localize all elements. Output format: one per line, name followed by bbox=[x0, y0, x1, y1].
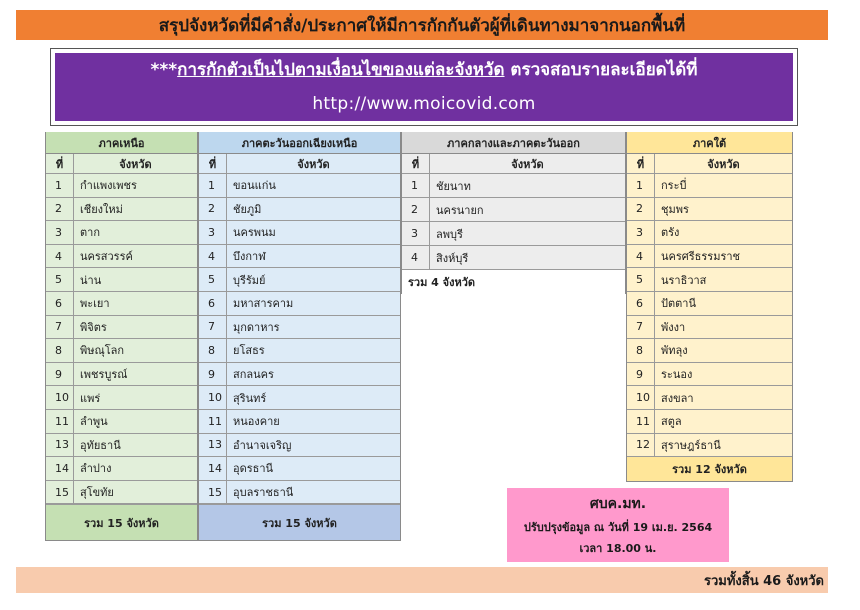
row-number: 4 bbox=[627, 245, 655, 268]
region-title: ภาคเหนือ bbox=[46, 132, 197, 154]
province-name: กระบี่ bbox=[661, 179, 687, 193]
row-number: 15 bbox=[199, 481, 227, 504]
province-name: นครนายก bbox=[436, 203, 484, 217]
row-number: 11 bbox=[627, 410, 655, 433]
table-row bbox=[199, 410, 400, 434]
row-number: 10 bbox=[199, 386, 227, 409]
row-number: 2 bbox=[46, 198, 74, 221]
province-name: ลำปาง bbox=[80, 462, 112, 476]
row-number: 5 bbox=[199, 268, 227, 291]
row-number: 7 bbox=[199, 316, 227, 339]
province-name: ระนอง bbox=[661, 368, 693, 382]
region-total: รวม 15 จังหวัด bbox=[199, 504, 400, 541]
table-row bbox=[627, 174, 792, 198]
table-row bbox=[46, 410, 197, 434]
province-name: ตาก bbox=[80, 226, 100, 240]
table-row bbox=[627, 363, 792, 387]
province-name: สิงห์บุรี bbox=[436, 251, 469, 265]
column-header-row bbox=[199, 154, 400, 174]
row-number: 3 bbox=[46, 221, 74, 244]
province-name: นราธิวาส bbox=[661, 273, 707, 287]
province-name: มุกดาหาร bbox=[233, 320, 280, 334]
column-header-row bbox=[402, 154, 625, 174]
row-number: 6 bbox=[627, 292, 655, 315]
notice-text bbox=[151, 53, 698, 87]
table-row bbox=[627, 434, 792, 458]
region-table-central bbox=[401, 132, 626, 294]
table-row bbox=[627, 245, 792, 269]
province-name: อุทัยธานี bbox=[80, 438, 121, 452]
region-total: รวม 15 จังหวัด bbox=[46, 504, 197, 541]
row-number: 1 bbox=[402, 174, 430, 197]
row-number: 9 bbox=[199, 363, 227, 386]
table-row bbox=[627, 221, 792, 245]
province-name: แพร่ bbox=[80, 391, 101, 405]
province-name: นครศรีธรรมราช bbox=[661, 250, 741, 264]
notice-check-text: ตรวจสอบรายละเอียดได้ที่ bbox=[504, 60, 698, 80]
row-number: 9 bbox=[627, 363, 655, 386]
province-name: ชุมพร bbox=[661, 202, 689, 216]
table-row bbox=[199, 198, 400, 222]
table-row bbox=[199, 457, 400, 481]
update-org: ศบค.มท. bbox=[589, 496, 647, 512]
column-header-row bbox=[627, 154, 792, 174]
table-row bbox=[46, 481, 197, 505]
table-row bbox=[46, 174, 197, 198]
region-title: ภาคกลางและภาคตะวันออก bbox=[402, 132, 625, 154]
row-number: 7 bbox=[627, 316, 655, 339]
notice-condition-text: การกักตัวเป็นไปตามเงื่อนไขของแต่ละจังหวัด bbox=[177, 60, 505, 80]
table-row bbox=[46, 434, 197, 458]
table-row bbox=[402, 198, 625, 222]
province-name: ลพบุรี bbox=[436, 227, 463, 241]
province-name: น่าน bbox=[80, 273, 102, 287]
row-number: 7 bbox=[46, 316, 74, 339]
row-number: 3 bbox=[627, 221, 655, 244]
table-row bbox=[627, 268, 792, 292]
table-row bbox=[46, 386, 197, 410]
region-title: ภาคตะวันออกเฉียงเหนือ bbox=[199, 132, 400, 154]
page-title: สรุปจังหวัดที่มีคำสั่ง/ประกาศให้มีการกักกันตัวผู้ที่เดินทางมาจากนอกพื้นที่ bbox=[16, 10, 828, 40]
table-row bbox=[199, 363, 400, 387]
row-number: 14 bbox=[199, 457, 227, 480]
table-row bbox=[199, 221, 400, 245]
province-name: สกลนคร bbox=[233, 368, 274, 382]
region-table-north bbox=[45, 132, 198, 541]
province-name: อุดรธานี bbox=[233, 462, 274, 476]
table-row bbox=[46, 457, 197, 481]
row-number: 1 bbox=[627, 174, 655, 197]
region-title: ภาคใต้ bbox=[627, 132, 792, 154]
row-number: 8 bbox=[199, 339, 227, 362]
notice-url: http://www.moicovid.com bbox=[312, 94, 536, 114]
column-header-row bbox=[46, 154, 197, 174]
column-header-number: ที่ bbox=[627, 154, 655, 173]
table-row bbox=[46, 292, 197, 316]
province-name: ขอนแก่น bbox=[233, 179, 276, 193]
row-number: 9 bbox=[46, 363, 74, 386]
province-name: ชัยภูมิ bbox=[233, 202, 262, 216]
province-name: อำนาจเจริญ bbox=[233, 438, 292, 452]
row-number: 10 bbox=[46, 386, 74, 409]
table-row bbox=[199, 245, 400, 269]
province-name: บึงกาฬ bbox=[233, 250, 266, 264]
table-row bbox=[402, 222, 625, 246]
table-row bbox=[46, 339, 197, 363]
table-row bbox=[46, 268, 197, 292]
table-row bbox=[627, 410, 792, 434]
province-name: พิษณุโลก bbox=[80, 344, 125, 358]
column-header-province: จังหวัด bbox=[511, 157, 544, 171]
update-date: ปรับปรุงข้อมูล ณ วันที่ 19 เม.ย. 2564 bbox=[523, 521, 713, 534]
table-row bbox=[199, 339, 400, 363]
province-name: มหาสารคาม bbox=[233, 297, 294, 311]
province-name: ปัตตานี bbox=[661, 297, 696, 311]
province-name: อุบลราชธานี bbox=[233, 486, 294, 500]
row-number: 11 bbox=[46, 410, 74, 433]
column-header-number: ที่ bbox=[46, 154, 74, 173]
row-number: 8 bbox=[46, 339, 74, 362]
province-name: ลำพูน bbox=[80, 415, 108, 429]
table-row bbox=[46, 221, 197, 245]
column-header-number: ที่ bbox=[199, 154, 227, 173]
province-name: ยโสธร bbox=[233, 344, 265, 358]
row-number: 4 bbox=[199, 245, 227, 268]
notice-panel bbox=[55, 53, 793, 121]
province-name: สตูล bbox=[661, 415, 682, 429]
row-number: 3 bbox=[199, 221, 227, 244]
row-number: 15 bbox=[46, 481, 74, 504]
region-table-northeast bbox=[198, 132, 401, 541]
province-name: พะเยา bbox=[80, 297, 110, 311]
row-number: 2 bbox=[402, 198, 430, 221]
province-name: ตรัง bbox=[661, 226, 680, 240]
row-number: 5 bbox=[46, 268, 74, 291]
region-total: รวม 12 จังหวัด bbox=[627, 457, 792, 482]
row-number: 13 bbox=[199, 434, 227, 457]
column-header-province: จังหวัด bbox=[297, 157, 330, 171]
column-header-province: จังหวัด bbox=[707, 157, 740, 171]
province-name: กำแพงเพชร bbox=[80, 179, 137, 193]
table-row bbox=[627, 386, 792, 410]
row-number: 6 bbox=[199, 292, 227, 315]
table-row bbox=[199, 481, 400, 505]
row-number: 4 bbox=[46, 245, 74, 268]
province-name: หนองคาย bbox=[233, 415, 280, 429]
grand-total: รวมทั้งสิ้น 46 จังหวัด bbox=[703, 573, 824, 589]
table-row bbox=[402, 174, 625, 198]
notice-prefix: *** bbox=[150, 60, 178, 80]
province-name: นครพนม bbox=[233, 226, 276, 240]
table-row bbox=[627, 316, 792, 340]
row-number: 14 bbox=[46, 457, 74, 480]
province-name: ชัยนาท bbox=[436, 179, 471, 193]
row-number: 1 bbox=[199, 174, 227, 197]
province-name: สุรินทร์ bbox=[233, 391, 267, 405]
table-row bbox=[46, 198, 197, 222]
notice-banner bbox=[50, 48, 798, 126]
province-name: สุราษฎร์ธานี bbox=[661, 438, 721, 452]
column-header-province: จังหวัด bbox=[119, 157, 152, 171]
row-number: 1 bbox=[46, 174, 74, 197]
row-number: 2 bbox=[627, 198, 655, 221]
row-number: 3 bbox=[402, 222, 430, 245]
grand-total-bar bbox=[16, 567, 828, 593]
table-row bbox=[627, 198, 792, 222]
row-number: 5 bbox=[627, 268, 655, 291]
row-number: 2 bbox=[199, 198, 227, 221]
province-name: เชียงใหม่ bbox=[80, 202, 123, 216]
province-name: สุโขทัย bbox=[80, 486, 114, 500]
province-name: พิจิตร bbox=[80, 320, 107, 334]
table-row bbox=[46, 245, 197, 269]
province-name: พัทลุง bbox=[661, 344, 688, 358]
table-row bbox=[627, 292, 792, 316]
table-row bbox=[627, 339, 792, 363]
province-name: นครสวรรค์ bbox=[80, 250, 133, 264]
table-row bbox=[199, 292, 400, 316]
row-number: 12 bbox=[627, 434, 655, 457]
row-number: 10 bbox=[627, 386, 655, 409]
row-number: 11 bbox=[199, 410, 227, 433]
province-name: บุรีรัมย์ bbox=[233, 273, 266, 287]
table-row bbox=[46, 316, 197, 340]
table-row bbox=[199, 386, 400, 410]
table-row bbox=[199, 174, 400, 198]
province-name: เพชรบูรณ์ bbox=[80, 368, 128, 382]
row-number: 13 bbox=[46, 434, 74, 457]
update-info-box bbox=[507, 488, 729, 562]
table-row bbox=[46, 363, 197, 387]
update-time: เวลา 18.00 น. bbox=[579, 542, 657, 555]
table-row bbox=[199, 434, 400, 458]
table-row bbox=[199, 268, 400, 292]
row-number: 6 bbox=[46, 292, 74, 315]
row-number: 4 bbox=[402, 246, 430, 269]
province-name: พังงา bbox=[661, 320, 686, 334]
region-total: รวม 4 จังหวัด bbox=[402, 270, 625, 294]
column-header-number: ที่ bbox=[402, 154, 430, 173]
table-row bbox=[402, 246, 625, 270]
region-table-south bbox=[626, 132, 793, 482]
table-row bbox=[199, 316, 400, 340]
province-name: สงขลา bbox=[661, 391, 694, 405]
row-number: 8 bbox=[627, 339, 655, 362]
